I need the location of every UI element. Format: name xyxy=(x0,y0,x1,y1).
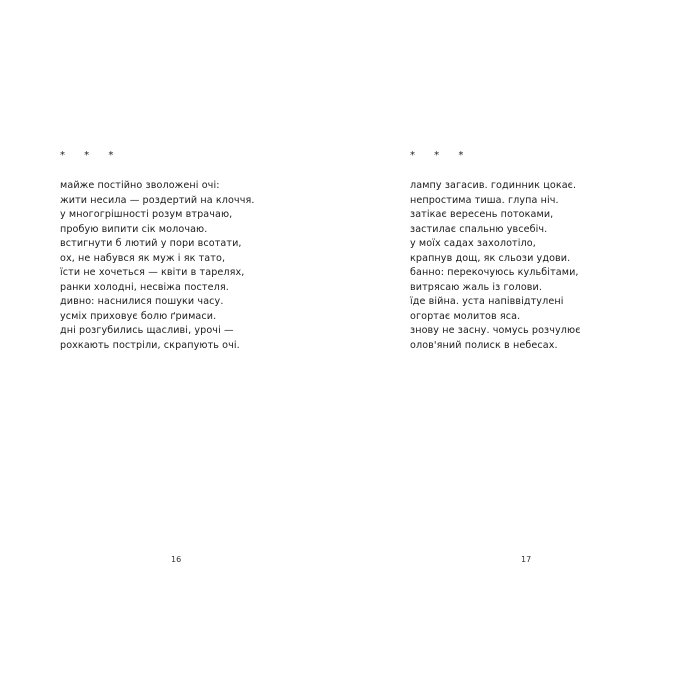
page-number: 16 xyxy=(171,555,182,564)
poem-line: банно: перекочуюсь кульбітами, xyxy=(410,267,579,278)
poem-line: дні розгубились щасливі, урочі — xyxy=(60,325,234,336)
poem-text xyxy=(60,179,260,353)
poem-line: знову не засну. чомусь розчулює xyxy=(410,325,581,336)
poem-line: дивно: наснилися пошуки часу. xyxy=(60,296,224,307)
poem-line: крапнув дощ, як сльози удови. xyxy=(410,252,571,264)
poem-line: ранки холодні, несвіжа постеля. xyxy=(60,281,229,293)
poem-line: жити несила — роздертий на клоччя. xyxy=(60,194,255,206)
poem-line: їсти не хочеться — квіти в тарелях, xyxy=(60,267,245,278)
stanza-separator: * * * xyxy=(60,150,122,161)
page-number: 17 xyxy=(521,555,532,564)
poem-line: встигнути б лютий у пори всотати, xyxy=(60,238,242,249)
right-page xyxy=(350,0,700,700)
poem-text xyxy=(410,179,620,353)
poem-line: усміх приховує болю ґримаси. xyxy=(60,310,217,322)
poem-line: витрясаю жаль із голови. xyxy=(410,281,543,293)
poem-line: ох, не набувся як муж і як тато, xyxy=(60,252,226,264)
poem-line: застилає спальню увсебіч. xyxy=(410,223,548,235)
poem-line: огортає молитов ясa. xyxy=(410,310,521,322)
poem-line: олов'яний полиск в небесах. xyxy=(410,339,558,351)
poem-line: їде війна. уста напіввідтулені xyxy=(410,296,564,307)
poem-line: майже постійно зволожені очі: xyxy=(60,180,220,191)
poem-line: непростима тиша. глупа ніч. xyxy=(410,194,559,206)
poem-line: у многогрішності розум втрачаю, xyxy=(60,209,233,220)
stanza-separator: * * * xyxy=(410,150,472,161)
poem-line: затікає вересень потоками, xyxy=(410,209,554,220)
poem-line: у моїх садах захолотіло, xyxy=(410,238,536,249)
poem-line: лампу загасив. годинник цокає. xyxy=(410,180,577,191)
poem-line: пробую випити сік молочаю. xyxy=(60,223,208,235)
poem-line: рохкають постріли, скрапують очі. xyxy=(60,339,240,351)
